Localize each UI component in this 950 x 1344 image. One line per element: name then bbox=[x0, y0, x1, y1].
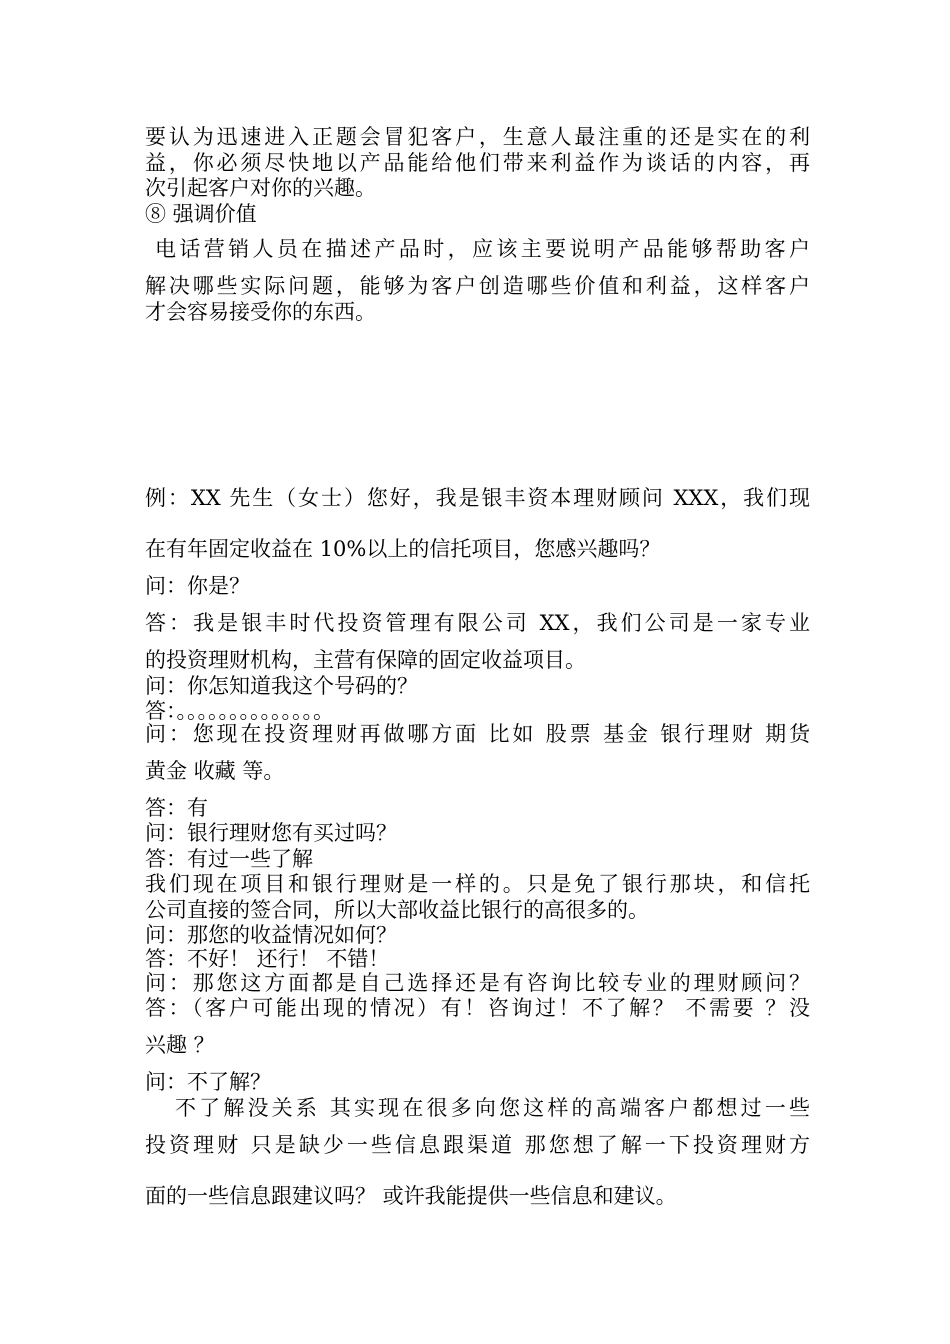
dialogue-line: 问：银行理财您有买过吗？ bbox=[145, 821, 397, 845]
section-heading: ⑧ 强调价值 bbox=[145, 202, 257, 226]
dialogue-line: 答：。。。。。。。。。。。。。。 bbox=[145, 699, 334, 723]
dialogue-line: 问：您现在投资理财再做哪方面 比如 股票 基金 银行理财 期货 bbox=[145, 722, 810, 746]
dialogue-line: 答：有过一些了解 bbox=[145, 847, 313, 871]
dialogue-line: 问：你是？ bbox=[145, 574, 250, 598]
example-line-2: 在有年固定收益在 10%以上的信托项目，您感兴趣吗？ bbox=[145, 537, 661, 561]
closing-line-1: 不了解没关系 其实现在很多向您这样的高端客户都想过一些 bbox=[175, 1096, 810, 1120]
paragraph-line-3: 次引起客户对你的兴趣。 bbox=[145, 176, 376, 200]
paragraph-line-5: 电话营销人员在描述产品时，应该主要说明产品能够帮助客户 bbox=[155, 237, 810, 261]
dialogue-line: 我们现在项目和银行理财是一样的。只是免了银行那块，和信托 bbox=[145, 872, 810, 896]
dialogue-line: 答：（客户可能出现的情况）有！咨询过！不了解？ 不需要 ？没 bbox=[145, 996, 810, 1020]
dialogue-line: 公司直接的签合同，所以大部收益比银行的高很多的。 bbox=[145, 898, 649, 922]
dialogue-line: 问：那您这方面都是自己选择还是有咨询比较专业的理财顾问？ bbox=[145, 971, 810, 995]
dialogue-line: 兴趣 ？ bbox=[145, 1033, 215, 1057]
paragraph-line-2: 益，你必须尽快地以产品能给他们带来利益作为谈话的内容，再 bbox=[145, 151, 810, 175]
closing-line-2: 投资理财 只是缺少一些信息跟渠道 那您想了解一下投资理财方 bbox=[145, 1133, 810, 1157]
closing-line-3: 面的一些信息跟建议吗？ 或许我能提供一些信息和建议。 bbox=[145, 1184, 677, 1208]
paragraph-line-7: 才会容易接受你的东西。 bbox=[145, 300, 376, 324]
dialogue-line: 答：有 bbox=[145, 796, 208, 820]
paragraph-line-6: 解决哪些实际问题，能够为客户创造哪些价值和利益，这样客户 bbox=[145, 274, 810, 298]
dialogue-line: 问：不了解？ bbox=[145, 1070, 271, 1094]
dialogue-line: 答：不好！ 还行！ 不错！ bbox=[145, 947, 390, 971]
example-line-1: 例：XX 先生（女士）您好，我是银丰资本理财顾问 XXX，我们现 bbox=[145, 486, 810, 510]
dialogue-line: 问：你怎知道我这个号码的？ bbox=[145, 674, 418, 698]
paragraph-line-1: 要认为迅速进入正题会冒犯客户，生意人最注重的还是实在的利 bbox=[145, 125, 810, 149]
dialogue-line: 问：那您的收益情况如何？ bbox=[145, 923, 397, 947]
dialogue-line: 黄金 收藏 等。 bbox=[145, 759, 285, 783]
dialogue-line: 的投资理财机构，主营有保障的固定收益项目。 bbox=[145, 648, 586, 672]
dialogue-line: 答：我是银丰时代投资管理有限公司 XX，我们公司是一家专业 bbox=[145, 611, 810, 635]
